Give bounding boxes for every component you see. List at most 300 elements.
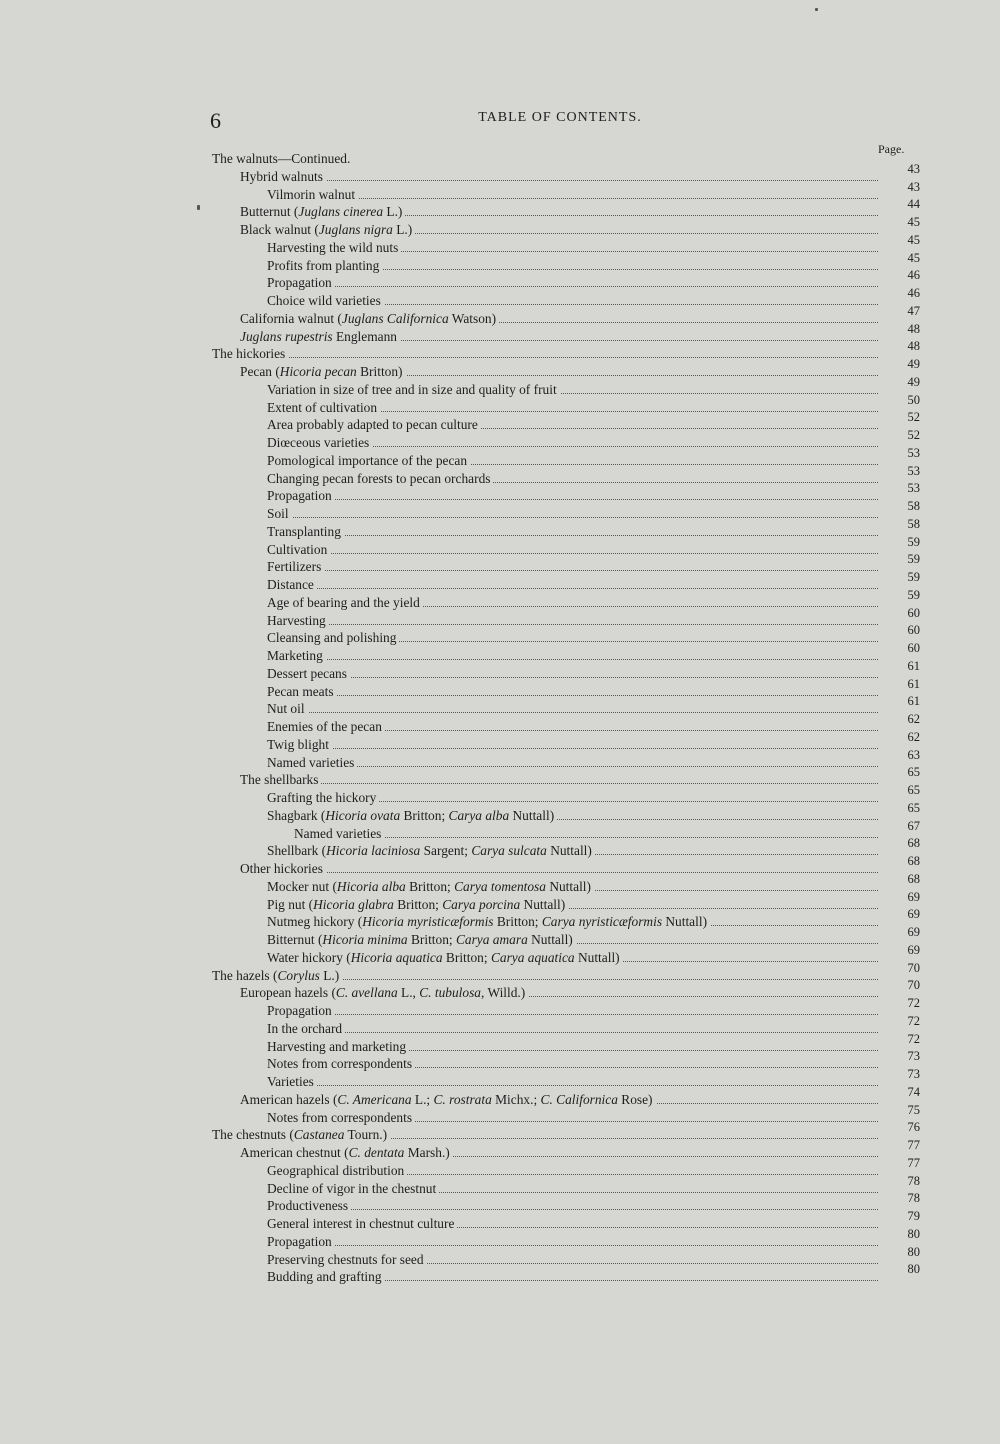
toc-entry-text: Diœceous varieties xyxy=(267,435,370,450)
toc-entry-title xyxy=(267,274,335,292)
toc-entry-title xyxy=(267,1073,317,1091)
toc-entry-text: Twig blight xyxy=(267,736,329,752)
toc-entry-text: Profits from planting xyxy=(267,257,380,273)
toc-entry-text: Propagation xyxy=(267,1233,332,1249)
toc-entry-page: 73 xyxy=(907,1049,920,1064)
toc-entry-italic-text: Corylus xyxy=(277,967,320,983)
toc-entry xyxy=(212,516,922,541)
toc-entry-page: 47 xyxy=(907,303,920,318)
toc-entry-title xyxy=(267,629,399,647)
toc-entry-text: Water hickory ( xyxy=(267,949,351,965)
toc-entry-page: 68 xyxy=(907,854,920,868)
toc-entry xyxy=(212,1155,922,1180)
toc-entry-title xyxy=(267,913,710,931)
toc-entry-title xyxy=(267,416,481,434)
dot-leader xyxy=(267,748,878,749)
toc-entry xyxy=(212,357,922,381)
page-column-label: Page. xyxy=(878,142,905,156)
toc-entry xyxy=(212,605,922,630)
toc-entry-italic-text: Hicoria ovata xyxy=(325,807,401,823)
toc-entry-text: Harvesting the wild nuts xyxy=(267,239,399,255)
toc-entry-title xyxy=(240,310,499,328)
toc-entry xyxy=(212,179,922,204)
toc-entry-text: Area probably adapted to pecan culture xyxy=(267,417,478,433)
print-smudge xyxy=(815,8,818,11)
running-head: TABLE OF CONTENTS. xyxy=(478,110,642,125)
toc-entry-page: 53 xyxy=(907,445,920,460)
toc-entry-title xyxy=(267,452,470,470)
toc-entry xyxy=(212,481,922,505)
toc-entry-italic-text: Carya alba xyxy=(448,807,510,823)
toc-entry-text: Hybrid walnuts xyxy=(240,168,323,184)
toc-entry-page: 69 xyxy=(907,925,920,939)
toc-entry xyxy=(212,570,922,594)
toc-entry-page: 59 xyxy=(907,534,920,549)
toc-entry-page: 70 xyxy=(907,978,920,993)
toc-entry-page: 58 xyxy=(907,516,920,531)
toc-entry-italic-text: C. dentata xyxy=(348,1145,405,1160)
toc-entry-italic-text: Carya amara xyxy=(455,932,528,947)
toc-entry-text: The hazels ( xyxy=(212,967,278,983)
toc-entry-title xyxy=(267,505,292,523)
toc-entry-page: 46 xyxy=(907,268,920,283)
toc-entry-text: Productiveness xyxy=(267,1198,349,1214)
toc-entry-italic-text: Hicoria aquatica xyxy=(350,949,443,965)
toc-entry xyxy=(212,150,922,168)
toc-entry-text: Geographical distribution xyxy=(267,1162,405,1178)
toc-entry-page: 58 xyxy=(907,499,920,513)
toc-entry-text: Britton; xyxy=(400,807,449,823)
toc-entry xyxy=(212,392,922,417)
toc-entry-title xyxy=(267,523,344,541)
toc-entry xyxy=(212,197,922,221)
toc-entry-page: 68 xyxy=(907,836,920,851)
toc-entry-text: Marsh.) xyxy=(404,1145,450,1160)
toc-entry-text: Distance xyxy=(267,577,314,592)
toc-entry-page: 43 xyxy=(907,179,920,194)
toc-entry-text: The walnuts—Continued. xyxy=(212,151,351,166)
toc-entry-title xyxy=(240,168,326,186)
toc-entry-text: L.) xyxy=(383,204,403,220)
toc-entry-text: Preserving chestnuts for seed xyxy=(267,1251,424,1267)
toc-entry-text: Budding and grafting xyxy=(267,1269,382,1285)
toc-entry xyxy=(212,534,922,559)
toc-entry-title xyxy=(267,842,595,860)
toc-entry xyxy=(212,250,922,275)
toc-entry-title xyxy=(212,1126,390,1144)
dot-leader xyxy=(267,517,878,518)
toc-entry-text: California walnut ( xyxy=(240,310,342,326)
toc-entry xyxy=(212,1013,922,1038)
toc-entry-page: 78 xyxy=(907,1173,920,1188)
toc-entry xyxy=(212,1191,922,1215)
toc-entry-italic-text: Carya aquatica xyxy=(490,949,575,965)
toc-entry-page: 44 xyxy=(907,197,920,212)
toc-entry xyxy=(212,871,922,896)
toc-entry xyxy=(212,1173,922,1198)
toc-entry-title xyxy=(267,239,401,257)
toc-entry xyxy=(212,1031,922,1056)
toc-entry xyxy=(212,1226,922,1251)
toc-entry-italic-text: Carya porcina xyxy=(442,896,521,912)
toc-entry-title xyxy=(267,807,557,825)
toc-entry xyxy=(212,836,922,860)
toc-entry xyxy=(212,587,922,612)
toc-entry-title xyxy=(267,1233,335,1251)
toc-entry-italic-text: Hicoria alba xyxy=(336,878,406,894)
toc-entry xyxy=(212,925,922,949)
dot-leader xyxy=(267,553,878,554)
dot-leader xyxy=(267,712,878,713)
toc-entry-page: 60 xyxy=(907,605,920,620)
toc-entry-text: Decline of vigor in the chestnut xyxy=(267,1180,437,1196)
toc-entry-text: Vilmorin walnut xyxy=(267,186,356,202)
toc-entry-text: Nuttall) xyxy=(662,914,708,930)
dot-leader xyxy=(212,357,878,358)
toc-entry-text: Nuttall) xyxy=(520,896,566,912)
toc-entry-text: L.; xyxy=(411,1091,434,1107)
toc-entry-text: Englemann xyxy=(332,328,397,344)
toc-entry-text: European hazels ( xyxy=(240,985,336,1001)
toc-entry-title xyxy=(267,470,493,488)
toc-entry-page: 61 xyxy=(907,694,920,709)
toc-entry xyxy=(212,765,922,789)
toc-entry-page: 78 xyxy=(907,1191,920,1206)
toc-entry-page: 67 xyxy=(907,818,920,833)
toc-entry xyxy=(212,960,922,985)
toc-entry-page: 63 xyxy=(907,747,920,762)
toc-entry xyxy=(212,1209,922,1233)
toc-entry-page: 48 xyxy=(907,339,920,354)
toc-entry-page: 49 xyxy=(907,357,920,371)
toc-entry-title xyxy=(267,257,382,275)
toc-entry-text: Marketing xyxy=(267,648,323,663)
toc-entry-text: Shellbark ( xyxy=(267,843,327,859)
toc-entry-text: Britton; xyxy=(407,932,456,947)
toc-entry-text: Mocker nut ( xyxy=(267,878,337,894)
toc-entry-page: 75 xyxy=(907,1102,920,1117)
toc-entry xyxy=(212,321,922,346)
toc-entry-text: Nutmeg hickory ( xyxy=(267,914,363,930)
toc-entry-text: Changing pecan forests to pecan orchards xyxy=(267,470,491,486)
toc-entry-page: 52 xyxy=(907,428,920,442)
toc-entry xyxy=(212,854,922,878)
toc-entry-text: Harvesting and marketing xyxy=(267,1038,407,1054)
toc-entry-title xyxy=(267,683,337,701)
toc-entry-text: L.) xyxy=(392,222,413,237)
toc-entry-text: Notes from correspondents xyxy=(267,1109,413,1125)
toc-entry xyxy=(212,1138,922,1162)
dot-leader xyxy=(267,286,878,287)
toc-entry-text: Pomological importance of the pecan xyxy=(267,452,468,468)
toc-entry-text: American chestnut ( xyxy=(240,1145,349,1160)
toc-entry-page: 61 xyxy=(907,676,920,691)
toc-entry-title xyxy=(267,1251,427,1269)
toc-entry-page: 65 xyxy=(907,800,920,815)
toc-entry xyxy=(212,1262,922,1286)
toc-entry-page: 53 xyxy=(907,463,920,478)
dot-leader xyxy=(267,535,878,536)
toc-entry-italic-text: C. tubulosa, xyxy=(419,985,485,1001)
toc-entry-page: 72 xyxy=(907,1013,920,1028)
dot-leader xyxy=(267,1085,878,1086)
toc-entry-title xyxy=(267,1020,345,1038)
toc-entry-page: 60 xyxy=(907,641,920,655)
toc-entry-text: Varieties xyxy=(267,1074,314,1089)
toc-entry-title xyxy=(267,1055,415,1073)
toc-entry-text: Choice wild varieties xyxy=(267,293,381,308)
dot-leader xyxy=(267,588,878,589)
toc-entry-page: 80 xyxy=(907,1262,920,1277)
toc-entry-text: Notes from correspondents xyxy=(267,1056,413,1072)
toc-entry xyxy=(212,676,922,701)
toc-entry xyxy=(212,215,922,239)
toc-entry xyxy=(212,712,922,736)
toc-entry-text: Grafting the hickory xyxy=(267,790,377,805)
toc-entry-text: The hickories xyxy=(212,346,286,362)
toc-entry xyxy=(212,1049,922,1073)
toc-entry-text: In the orchard xyxy=(267,1020,343,1036)
toc-entry xyxy=(212,783,922,807)
toc-entry-title xyxy=(240,1091,656,1109)
toc-entry-page: 77 xyxy=(907,1155,920,1170)
toc-entry-page: 69 xyxy=(907,942,920,957)
toc-entry-text: Harvesting xyxy=(267,612,326,628)
toc-entry-text: Named varieties xyxy=(294,825,382,841)
toc-entry-text: L., xyxy=(397,985,420,1001)
toc-entry-text: Transplanting xyxy=(267,523,341,539)
toc-entry-text: Extent of cultivation xyxy=(267,399,378,415)
toc-entry-page: 62 xyxy=(907,729,920,744)
toc-entry xyxy=(212,1067,922,1091)
toc-entry-italic-text: Carya tomentosa xyxy=(454,878,546,894)
toc-entry xyxy=(212,907,922,931)
toc-entry-text: Pecan ( xyxy=(240,364,280,379)
toc-entry-italic-text: C. rostrata xyxy=(433,1091,492,1107)
toc-entry xyxy=(212,747,922,772)
toc-entry xyxy=(212,303,922,328)
toc-entry-text: Britton; xyxy=(405,878,455,894)
toc-entry-text: Age of bearing and the yield xyxy=(267,594,420,610)
toc-entry-text: Cleansing and polishing xyxy=(267,630,397,646)
toc-entry-page: 59 xyxy=(907,587,920,602)
dot-leader xyxy=(267,1014,878,1015)
toc-entry xyxy=(212,552,922,576)
toc-entry-title xyxy=(267,896,568,914)
toc-entry-italic-text: Hicoria glabra xyxy=(313,896,394,912)
toc-entry-title xyxy=(240,771,321,789)
toc-entry-text: Nuttall) xyxy=(545,878,591,894)
toc-entry-italic-text: C. avellana xyxy=(335,985,398,1001)
toc-entry-page: 74 xyxy=(907,1084,920,1099)
toc-entry-italic-text: Hicoria myristicæformis xyxy=(362,914,494,930)
toc-entry-text: Propagation xyxy=(267,275,332,291)
toc-entry xyxy=(212,374,922,399)
dot-leader xyxy=(267,198,878,199)
toc-entry-title xyxy=(267,612,329,630)
toc-entry-page: 72 xyxy=(907,996,920,1010)
toc-entry-text: Michx.; xyxy=(491,1091,541,1107)
dot-leader xyxy=(267,624,878,625)
toc-entry-title xyxy=(240,860,326,878)
toc-entry-page: 79 xyxy=(907,1209,920,1223)
toc-entry-italic-text: Hicoria minima xyxy=(322,932,408,947)
toc-entry-page: 50 xyxy=(907,392,920,407)
toc-entry-italic-text: Juglans rupestris xyxy=(240,328,333,344)
toc-entry-title xyxy=(240,203,405,221)
toc-entry xyxy=(212,1120,922,1144)
toc-entry-title xyxy=(267,878,594,896)
toc-entry-text: Dessert pecans xyxy=(267,665,347,681)
toc-entry-page: 76 xyxy=(907,1120,920,1135)
toc-entry-page: 69 xyxy=(907,889,920,904)
toc-entry-text: Cultivation xyxy=(267,541,328,557)
table-of-contents xyxy=(212,150,922,1286)
toc-entry-text: Britton; xyxy=(442,949,491,965)
toc-entry-text: General interest in chestnut culture xyxy=(267,1216,455,1231)
toc-entry-italic-text: Carya sulcata xyxy=(471,843,547,859)
toc-entry xyxy=(212,428,922,452)
toc-entry xyxy=(212,232,922,257)
print-smudge xyxy=(197,205,200,210)
dot-leader xyxy=(240,872,878,873)
dot-leader xyxy=(267,766,878,767)
toc-entry-page: 70 xyxy=(907,960,920,975)
toc-entry-title xyxy=(267,718,385,736)
toc-entry-title xyxy=(212,345,288,363)
toc-entry-page: 53 xyxy=(907,481,920,496)
toc-entry xyxy=(212,463,922,488)
toc-entry xyxy=(212,800,922,825)
toc-entry-text: Sargent; xyxy=(420,843,472,859)
toc-entry-text: The shellbarks xyxy=(240,772,319,788)
toc-entry-page: 80 xyxy=(907,1244,920,1259)
toc-entry-title xyxy=(240,221,415,239)
toc-entry-text: Shagbark ( xyxy=(267,807,326,823)
dot-leader xyxy=(240,783,878,784)
toc-entry xyxy=(212,445,922,470)
toc-entry-title xyxy=(267,789,379,807)
toc-entry-text: Rose) xyxy=(617,1091,653,1107)
toc-entry-page: 45 xyxy=(907,215,920,229)
toc-entry xyxy=(212,978,922,1002)
toc-entry-page: 60 xyxy=(907,623,920,638)
toc-entry xyxy=(212,641,922,665)
toc-entry-text: Bitternut ( xyxy=(267,932,323,947)
toc-entry-title xyxy=(240,984,528,1002)
toc-entry-page: 43 xyxy=(907,161,920,176)
toc-entry-text: Nuttall) xyxy=(509,807,555,823)
toc-entry-title xyxy=(267,700,308,718)
toc-entry-text: Propagation xyxy=(267,1003,332,1018)
toc-entry-text: Watson) xyxy=(448,310,497,326)
toc-entry-page: 62 xyxy=(907,712,920,726)
toc-entry-text: Britton) xyxy=(356,364,403,379)
toc-entry-page: 77 xyxy=(907,1138,920,1152)
toc-entry-text: The chestnuts ( xyxy=(212,1127,294,1143)
toc-entry-title xyxy=(267,754,357,772)
toc-entry-page: 46 xyxy=(907,286,920,300)
toc-entry-text: Willd.) xyxy=(484,985,526,1001)
toc-entry-text: Nuttall) xyxy=(527,932,573,947)
toc-entry-title xyxy=(212,967,342,985)
toc-entry-italic-text: Juglans Californica xyxy=(341,310,449,326)
toc-entry-italic-text: Castanea xyxy=(293,1127,345,1143)
toc-entry xyxy=(212,286,922,310)
toc-entry-text: Propagation xyxy=(267,488,332,504)
toc-entry-page: 65 xyxy=(907,783,920,797)
toc-entry xyxy=(212,889,922,914)
toc-entry-text: Black walnut ( xyxy=(240,222,319,237)
toc-entry-page: 52 xyxy=(907,410,920,425)
toc-entry xyxy=(212,161,922,186)
toc-entry xyxy=(212,818,922,843)
toc-entry-title xyxy=(267,434,372,452)
toc-entry-text: Fertilizers xyxy=(267,559,322,575)
toc-entry xyxy=(212,410,922,434)
toc-entry xyxy=(212,996,922,1020)
toc-entry-title xyxy=(212,150,353,168)
dot-leader xyxy=(267,1245,878,1246)
toc-entry-title xyxy=(267,736,332,754)
toc-entry-page: 80 xyxy=(907,1226,920,1241)
toc-entry-page: 45 xyxy=(907,250,920,265)
dot-leader xyxy=(267,570,878,571)
toc-entry xyxy=(212,499,922,523)
dot-leader xyxy=(267,659,878,660)
toc-entry-page: 49 xyxy=(907,374,920,389)
toc-entry-page: 45 xyxy=(907,232,920,247)
toc-entry-title xyxy=(267,541,330,559)
toc-entry xyxy=(212,729,922,754)
toc-entry-text: American hazels ( xyxy=(240,1091,338,1107)
toc-entry-text: Butternut ( xyxy=(240,204,299,220)
dot-leader xyxy=(267,677,878,678)
toc-entry-title xyxy=(267,558,324,576)
toc-entry-text: Britton; xyxy=(393,896,443,912)
toc-entry-text: Nuttall) xyxy=(574,949,620,965)
toc-entry-italic-text: Carya nyristicæformis xyxy=(541,914,663,930)
toc-entry-italic-text: C. Californica xyxy=(540,1091,618,1107)
toc-entry-title xyxy=(240,363,406,381)
toc-entry-title xyxy=(267,1002,335,1020)
toc-entry-page: 59 xyxy=(907,570,920,584)
toc-entry-text: Nut oil xyxy=(267,701,305,717)
toc-entry-title xyxy=(267,186,358,204)
toc-entry-title xyxy=(267,665,350,683)
toc-entry-title xyxy=(267,487,335,505)
toc-entry-text: Pig nut ( xyxy=(267,896,314,912)
dot-leader xyxy=(240,180,878,181)
toc-entry-text: Variation in size of tree and in size and quality of fruit xyxy=(267,381,557,397)
toc-entry-italic-text: Hicoria pecan xyxy=(279,364,357,379)
toc-entry-title xyxy=(267,931,576,949)
toc-entry-title xyxy=(267,1109,415,1127)
toc-entry xyxy=(212,942,922,967)
toc-entry-title xyxy=(240,328,400,346)
toc-entry-title xyxy=(267,594,423,612)
dot-leader xyxy=(267,1032,878,1033)
toc-entry xyxy=(212,339,922,363)
toc-entry-title xyxy=(267,292,384,310)
toc-entry-text: Other hickories xyxy=(240,861,323,876)
toc-entry-italic-text: Juglans cinerea xyxy=(298,204,384,220)
toc-entry-title xyxy=(267,576,317,594)
toc-entry-title xyxy=(267,949,623,967)
toc-entry-text: Nuttall) xyxy=(546,843,592,859)
toc-entry xyxy=(212,1244,922,1269)
toc-entry-title xyxy=(267,381,560,399)
